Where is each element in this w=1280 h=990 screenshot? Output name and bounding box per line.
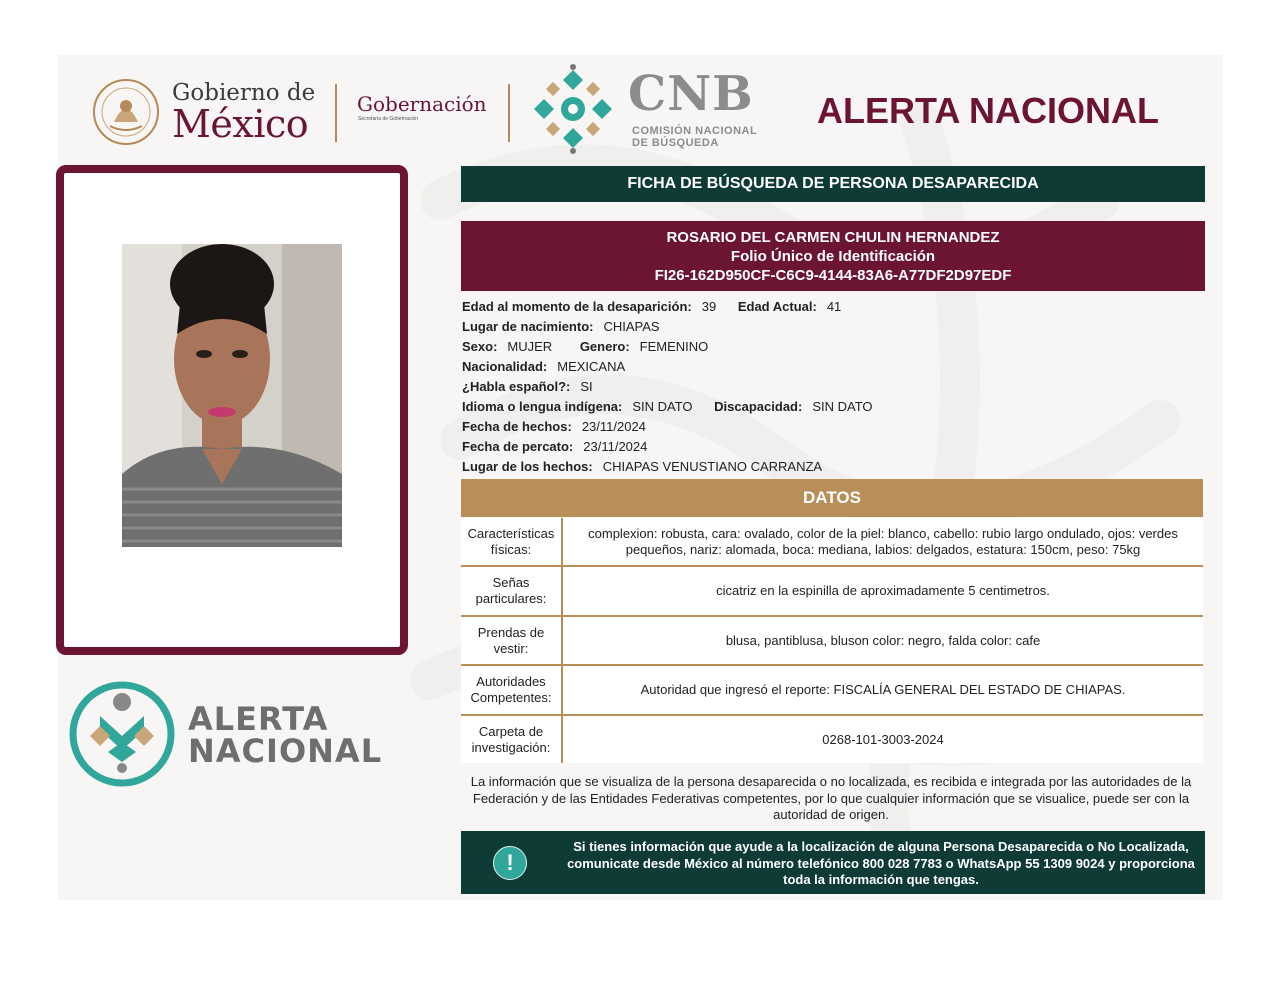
- sexo-label: Sexo:: [462, 339, 498, 354]
- nacionalidad-value: MEXICANA: [557, 359, 626, 374]
- row-label: [461, 716, 563, 763]
- contact-text: Si tienes información que ayude a la localización de alguna Persona Desaparecida o No Localizada, comunicate desde México al número telefónico 800 028 7783 o WhatsApp 55 1309 9024 y proporciona toda la información que tengas.: [567, 839, 1195, 887]
- gobernacion-subtitle: Secretaría de Gobernación: [358, 116, 419, 122]
- row-label-line1: Señas: [492, 575, 530, 590]
- row-label: [461, 617, 563, 664]
- alerta-nacional-title: ALERTA NACIONAL: [817, 90, 1159, 131]
- row-label-line2: vestir:: [493, 640, 529, 656]
- idioma-value: SIN DATO: [632, 399, 693, 414]
- ficha-title: FICHA DE BÚSQUEDA DE PERSONA DESAPARECIDA: [627, 175, 1039, 192]
- discapacidad-label: Discapacidad:: [714, 399, 803, 414]
- contact-banner: [461, 831, 1205, 894]
- fecha-percato-value: 23/11/2024: [583, 439, 648, 454]
- logo-line1: ALERTA: [188, 700, 329, 738]
- row-label-line2: físicas:: [490, 541, 532, 557]
- edad-actual-value: 41: [826, 299, 842, 314]
- habla-espanol-value: SI: [580, 379, 593, 394]
- edad-actual-label: Edad Actual:: [737, 299, 817, 314]
- datos-title-bar: [461, 479, 1203, 517]
- row-label-line1: Autoridades: [476, 674, 546, 689]
- gobierno-de-mexico-logo: [92, 74, 332, 146]
- table-row: [461, 716, 1203, 763]
- info-row-sexo: [462, 337, 873, 357]
- row-value: Autoridad que ingresó el reporte: FISCALÍA GENERAL DEL ESTADO DE CHIAPAS.: [640, 682, 1126, 697]
- cnb-subtitle: [632, 125, 757, 149]
- table-row: [461, 567, 1203, 617]
- row-label-line2: particulares:: [475, 591, 547, 606]
- cnb-subtitle-line2: DE BÚSQUEDA: [632, 137, 719, 149]
- genero-value: FEMENINO: [639, 339, 709, 354]
- info-row-fecha-percato: [462, 437, 873, 457]
- table-row: [461, 666, 1203, 716]
- cnb-emblem-icon: [528, 64, 618, 154]
- sexo-value: MUJER: [507, 339, 553, 354]
- discapacidad-value: SIN DATO: [812, 399, 873, 414]
- gobierno-line1: Gobierno de: [172, 80, 316, 106]
- idioma-label: Idioma o lengua indígena:: [462, 399, 623, 414]
- lugar-hechos-label: Lugar de los hechos:: [462, 459, 593, 474]
- table-row: [461, 518, 1203, 567]
- folio-label: Folio Único de Identificación: [730, 248, 936, 265]
- row-label-line2: investigación:: [471, 739, 551, 755]
- habla-espanol-label: ¿Habla español?:: [462, 379, 571, 394]
- name-box: [461, 221, 1205, 291]
- row-label-line1: Carpeta de: [478, 723, 544, 739]
- row-label-line2: Competentes:: [470, 690, 552, 705]
- fecha-hechos-label: Fecha de hechos:: [462, 419, 572, 434]
- row-value: 0268-101-3003-2024: [822, 731, 944, 747]
- row-label: [461, 666, 563, 714]
- alerta-nacional-logo-icon: [68, 680, 176, 788]
- info-row-fecha-hechos: [462, 417, 873, 437]
- ficha-title-bar: [461, 166, 1205, 202]
- lugar-nacimiento-label: Lugar de nacimiento:: [462, 319, 594, 334]
- row-value: complexion: robusta, cara: ovalado, color de la piel: blanco, cabello: rubio largo ondulado, ojos: verdes pequeños, nariz: alomada, boca: mediana, labios: delgados, estatura: 150cm, peso: 75kg: [588, 525, 1178, 557]
- info-row-lugar-hechos: [462, 457, 873, 477]
- info-row-lugar-nacimiento: [462, 317, 873, 337]
- lugar-nacimiento-value: CHIAPAS: [603, 319, 660, 334]
- datos-table: [461, 518, 1203, 763]
- person-info: [462, 297, 873, 477]
- person-name: ROSARIO DEL CARMEN CHULIN HERNANDEZ: [666, 229, 1000, 246]
- lugar-hechos-value: CHIAPAS VENUSTIANO CARRANZA: [602, 459, 823, 474]
- row-value: blusa, pantiblusa, bluson color: negro, falda color: cafe: [725, 632, 1041, 648]
- genero-label: Genero:: [579, 339, 630, 354]
- table-row: [461, 617, 1203, 666]
- nacionalidad-label: Nacionalidad:: [462, 359, 548, 374]
- info-row-habla: [462, 377, 873, 397]
- row-value: cicatriz en la espinilla de aproximadamente 5 centimetros.: [716, 583, 1050, 598]
- row-label: [461, 518, 563, 565]
- row-label-line1: Prendas de: [477, 624, 545, 640]
- person-photo: [122, 244, 342, 547]
- info-row-edad: [462, 297, 873, 317]
- disclaimer-text: La información que se visualiza de la persona desaparecida o no localizada, es recibida e integrada por las autoridades de la Federación y de las Entidades Federativas competentes, por lo que cualquier información que se visualice, puede ser con la autoridad de origen.: [470, 774, 1192, 822]
- fecha-hechos-value: 23/11/2024: [581, 419, 646, 434]
- row-label: [461, 567, 563, 615]
- gobierno-line2: México: [172, 102, 309, 146]
- national-seal-icon: [92, 78, 160, 146]
- edad-desaparicion-value: 39: [701, 299, 717, 314]
- info-row-nacionalidad: [462, 357, 873, 377]
- header-divider: [508, 84, 510, 142]
- edad-desaparicion-label: Edad al momento de la desaparición:: [462, 299, 692, 314]
- row-label-line1: Características: [467, 525, 555, 541]
- fecha-percato-label: Fecha de percato:: [462, 439, 574, 454]
- logo-line2: NACIONAL: [188, 732, 383, 770]
- gobernacion-logo-text: Gobernación: [357, 92, 487, 116]
- datos-title: DATOS: [803, 488, 861, 507]
- cnb-logo-text: CNB: [628, 66, 754, 122]
- alerta-nacional-logo-text: [188, 700, 383, 770]
- cnb-subtitle-line1: COMISIÓN NACIONAL: [632, 125, 758, 137]
- folio-value: FI26-162D950CF-C6C9-4144-83A6-A77DF2D97EDF: [654, 267, 1012, 284]
- header-divider: [335, 84, 337, 142]
- exclamation-icon: !: [493, 846, 527, 880]
- info-row-idioma: [462, 397, 873, 417]
